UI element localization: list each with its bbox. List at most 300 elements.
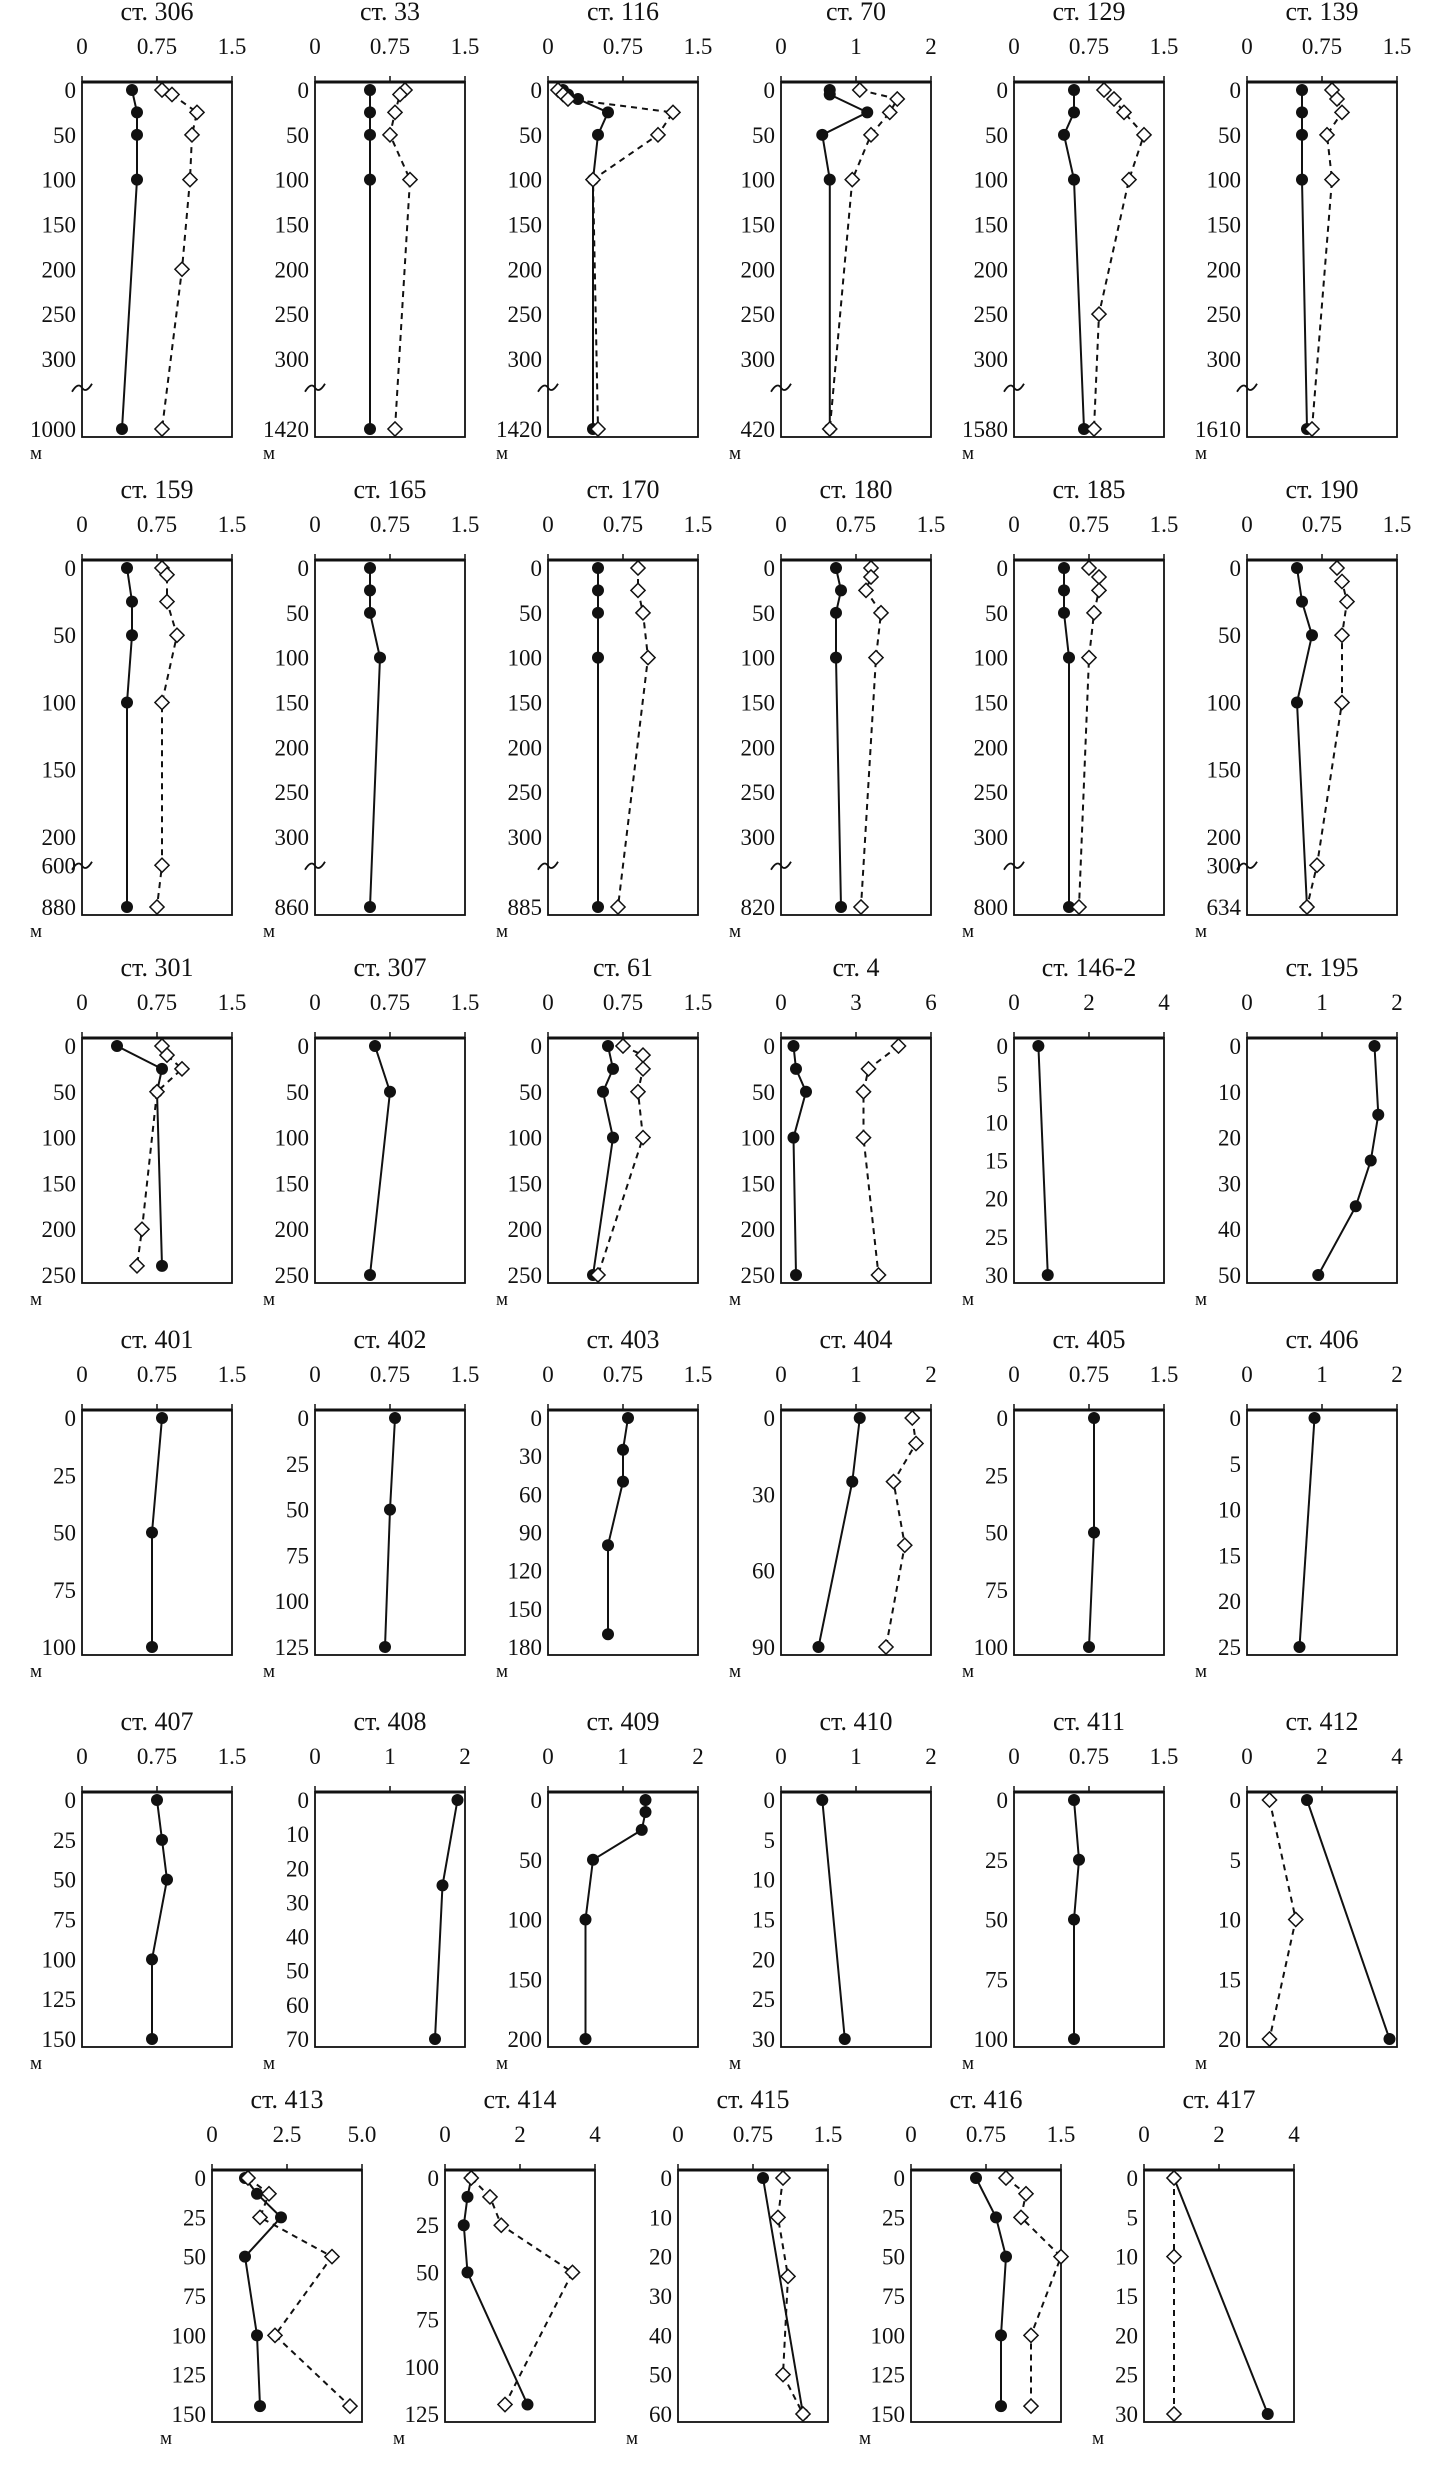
x-tick-label: 0 xyxy=(775,1744,787,1769)
y-unit-label: м xyxy=(263,1289,276,1310)
y-tick-label: 25 xyxy=(416,2213,439,2239)
station-chart xyxy=(711,953,971,1323)
filled-circle-point xyxy=(830,562,842,574)
y-tick-label: 250 xyxy=(740,302,775,328)
y-tick-label: 15 xyxy=(1218,1543,1241,1569)
open-diamond-point xyxy=(905,1411,919,1425)
x-tick-label: 0.75 xyxy=(732,2122,774,2147)
x-tick-label: 0 xyxy=(76,1362,88,1387)
y-tick-label: 0 xyxy=(763,78,775,103)
filled-circle-point xyxy=(1372,1109,1384,1121)
y-tick-label: 634 xyxy=(1206,895,1241,920)
open-diamond-point xyxy=(641,651,655,665)
y-tick-label: 0 xyxy=(297,78,309,103)
y-tick-label: 0 xyxy=(194,2166,206,2191)
open-diamond-point xyxy=(845,173,859,187)
open-diamond-point xyxy=(1097,83,1111,97)
y-tick-label: 200 xyxy=(274,735,309,761)
filled-circle-point xyxy=(364,84,376,96)
x-tick-label: 0 xyxy=(309,990,321,1015)
open-diamond-point xyxy=(383,128,397,142)
dashed-series-line xyxy=(598,1046,643,1275)
chart-title: ст. 61 xyxy=(593,953,653,982)
chart-title: ст. 413 xyxy=(250,2085,324,2114)
chart-title: ст. 185 xyxy=(1052,475,1126,504)
x-tick-label: 0 xyxy=(775,1362,787,1387)
open-diamond-point xyxy=(403,173,417,187)
filled-circle-point xyxy=(111,1040,123,1052)
station-chart xyxy=(245,953,505,1323)
y-tick-label: 125 xyxy=(870,2362,905,2388)
y-tick-label: 50 xyxy=(1218,122,1241,148)
x-tick-label: 0.75 xyxy=(369,1362,411,1387)
open-diamond-point xyxy=(1082,651,1096,665)
open-diamond-point xyxy=(856,1131,870,1145)
y-tick-label: 100 xyxy=(1206,690,1241,716)
open-diamond-point xyxy=(1019,2187,1033,2201)
dashed-series-line xyxy=(390,90,410,429)
y-tick-label: 300 xyxy=(41,346,76,372)
station-chart-svg xyxy=(245,475,505,950)
y-unit-label: м xyxy=(30,1661,43,1682)
x-tick-label: 1.5 xyxy=(683,990,713,1015)
station-chart-svg xyxy=(1177,2,1437,472)
x-tick-label: 1.5 xyxy=(450,512,480,537)
open-diamond-point xyxy=(1137,128,1151,142)
open-diamond-point xyxy=(631,1085,645,1099)
solid-series-line xyxy=(563,90,608,429)
y-tick-label: 50 xyxy=(53,1079,76,1105)
y-unit-label: м xyxy=(729,921,742,942)
y-tick-label: 100 xyxy=(973,167,1008,193)
y-tick-label: 5 xyxy=(763,1827,775,1853)
y-unit-label: м xyxy=(1195,1661,1208,1682)
y-tick-label: 25 xyxy=(752,1987,775,2013)
filled-circle-point xyxy=(587,1854,599,1866)
y-tick-label: 100 xyxy=(740,167,775,193)
open-diamond-point xyxy=(871,1268,885,1282)
y-unit-label: м xyxy=(496,1661,509,1682)
x-tick-label: 0.75 xyxy=(602,990,644,1015)
y-tick-label: 10 xyxy=(1218,1079,1241,1105)
filled-circle-point xyxy=(800,1086,812,1098)
open-diamond-point xyxy=(586,173,600,187)
plot-frame xyxy=(1014,1038,1164,1283)
station-chart-svg xyxy=(944,2,1204,472)
station-chart xyxy=(711,1325,971,1695)
y-tick-label: 50 xyxy=(286,600,309,626)
filled-circle-point xyxy=(126,629,138,641)
x-tick-label: 0 xyxy=(1241,990,1253,1015)
y-tick-label: 100 xyxy=(274,167,309,193)
x-tick-label: 2 xyxy=(1391,990,1403,1015)
open-diamond-point xyxy=(155,422,169,436)
y-tick-label: 75 xyxy=(53,1577,76,1603)
plot-frame xyxy=(445,2170,595,2422)
filled-circle-point xyxy=(1073,1854,1085,1866)
x-tick-label: 0 xyxy=(775,512,787,537)
y-tick-label: 50 xyxy=(519,122,542,148)
y-unit-label: м xyxy=(729,1289,742,1310)
x-tick-label: 0 xyxy=(309,512,321,537)
y-tick-label: 200 xyxy=(41,1217,76,1243)
y-tick-label: 25 xyxy=(286,1451,309,1477)
plot-frame xyxy=(1144,2170,1294,2422)
open-diamond-point xyxy=(1335,628,1349,642)
open-diamond-point xyxy=(1024,2399,1038,2413)
filled-circle-point xyxy=(757,2172,769,2184)
x-tick-label: 0 xyxy=(775,34,787,59)
station-chart-svg xyxy=(12,475,272,950)
filled-circle-point xyxy=(861,106,873,118)
y-tick-label: 150 xyxy=(1206,757,1241,783)
y-unit-label: м xyxy=(30,443,43,464)
y-tick-label: 200 xyxy=(274,1217,309,1243)
x-tick-label: 1.5 xyxy=(1046,2122,1076,2147)
open-diamond-point xyxy=(636,1131,650,1145)
x-tick-label: 2 xyxy=(692,1744,704,1769)
x-tick-label: 1.5 xyxy=(450,1362,480,1387)
filled-circle-point xyxy=(854,1412,866,1424)
plot-frame xyxy=(82,560,232,915)
open-diamond-point xyxy=(1092,570,1106,584)
y-tick-label: 20 xyxy=(985,1186,1008,1212)
filled-circle-point xyxy=(607,1063,619,1075)
station-chart-svg xyxy=(711,1325,971,1690)
open-diamond-point xyxy=(1072,900,1086,914)
filled-circle-point xyxy=(1291,562,1303,574)
dashed-series-line xyxy=(886,1418,916,1647)
filled-circle-point xyxy=(364,607,376,619)
x-tick-label: 1.5 xyxy=(683,1362,713,1387)
y-tick-label: 100 xyxy=(973,645,1008,671)
x-tick-label: 2.5 xyxy=(272,2122,302,2147)
y-unit-label: м xyxy=(626,2428,639,2449)
filled-circle-point xyxy=(369,1040,381,1052)
station-chart xyxy=(12,1707,272,2087)
y-tick-label: 250 xyxy=(973,780,1008,806)
filled-circle-point xyxy=(146,1527,158,1539)
y-tick-label: 50 xyxy=(752,122,775,148)
open-diamond-point xyxy=(651,128,665,142)
plot-frame xyxy=(82,82,232,437)
filled-circle-point xyxy=(364,1269,376,1281)
y-tick-label: 100 xyxy=(507,645,542,671)
filled-circle-point xyxy=(1365,1155,1377,1167)
open-diamond-point xyxy=(494,2218,508,2232)
y-tick-label: 20 xyxy=(1218,2027,1241,2052)
x-tick-label: 4 xyxy=(1391,1744,1403,1769)
x-tick-label: 0 xyxy=(1241,1744,1253,1769)
station-chart-svg xyxy=(608,2085,868,2457)
y-tick-label: 75 xyxy=(183,2284,206,2309)
y-tick-label: 40 xyxy=(649,2323,672,2349)
dashed-series-line xyxy=(861,568,881,907)
open-diamond-point xyxy=(155,858,169,872)
y-tick-label: 860 xyxy=(274,895,309,920)
y-tick-label: 25 xyxy=(183,2205,206,2231)
x-tick-label: 1.5 xyxy=(683,512,713,537)
y-tick-label: 50 xyxy=(985,600,1008,626)
chart-title: ст. 412 xyxy=(1285,1707,1359,1736)
y-unit-label: м xyxy=(1195,2053,1208,2074)
station-chart xyxy=(711,475,971,955)
filled-circle-point xyxy=(580,1914,592,1926)
filled-circle-point xyxy=(364,174,376,186)
station-chart xyxy=(1177,2,1437,477)
y-tick-label: 50 xyxy=(649,2362,672,2388)
chart-title: ст. 401 xyxy=(120,1325,194,1354)
y-unit-label: м xyxy=(263,2053,276,2074)
y-tick-label: 0 xyxy=(64,1406,76,1431)
y-tick-label: 20 xyxy=(1115,2323,1138,2349)
y-tick-label: 0 xyxy=(530,1788,542,1813)
filled-circle-point xyxy=(830,607,842,619)
x-tick-label: 0 xyxy=(1008,34,1020,59)
station-chart-svg xyxy=(944,953,1204,1318)
y-tick-label: 250 xyxy=(274,302,309,328)
y-tick-label: 200 xyxy=(274,257,309,283)
chart-title: ст. 307 xyxy=(353,953,427,982)
filled-circle-point xyxy=(1058,607,1070,619)
chart-title: ст. 415 xyxy=(716,2085,790,2114)
plot-frame xyxy=(82,1038,232,1283)
filled-circle-point xyxy=(995,2400,1007,2412)
open-diamond-point xyxy=(1122,173,1136,187)
y-tick-label: 300 xyxy=(973,824,1008,850)
station-chart xyxy=(478,1325,738,1695)
dashed-series-line xyxy=(248,2178,350,2406)
station-chart-svg xyxy=(944,475,1204,950)
filled-circle-point xyxy=(816,129,828,141)
filled-circle-point xyxy=(121,901,133,913)
station-chart xyxy=(245,1707,505,2087)
x-tick-label: 4 xyxy=(1288,2122,1300,2147)
open-diamond-point xyxy=(781,2269,795,2283)
y-tick-label: 0 xyxy=(297,556,309,581)
y-tick-label: 75 xyxy=(53,1907,76,1933)
y-tick-label: 30 xyxy=(1115,2402,1138,2427)
filled-circle-point xyxy=(458,2219,470,2231)
y-tick-label: 75 xyxy=(985,1577,1008,1603)
solid-series-line xyxy=(370,568,380,907)
open-diamond-point xyxy=(1167,2250,1181,2264)
station-chart xyxy=(478,953,738,1323)
x-tick-label: 0 xyxy=(76,990,88,1015)
open-diamond-point xyxy=(631,561,645,575)
x-tick-label: 1 xyxy=(1316,990,1328,1015)
x-tick-label: 0 xyxy=(439,2122,451,2147)
y-tick-label: 100 xyxy=(274,1589,309,1615)
solid-series-line xyxy=(1300,1418,1315,1647)
open-diamond-point xyxy=(898,1538,912,1552)
y-tick-label: 0 xyxy=(530,78,542,103)
x-tick-label: 1 xyxy=(850,1362,862,1387)
y-tick-label: 50 xyxy=(286,1958,309,1984)
open-diamond-point xyxy=(864,128,878,142)
filled-circle-point xyxy=(592,652,604,664)
y-tick-label: 100 xyxy=(41,1125,76,1151)
open-diamond-point xyxy=(1092,307,1106,321)
open-diamond-point xyxy=(150,900,164,914)
filled-circle-point xyxy=(835,901,847,913)
filled-circle-point xyxy=(389,1412,401,1424)
y-tick-label: 125 xyxy=(404,2402,439,2427)
solid-series-line xyxy=(794,1046,807,1275)
filled-circle-point xyxy=(126,84,138,96)
y-unit-label: м xyxy=(962,2053,975,2074)
y-tick-label: 60 xyxy=(286,1992,309,2018)
open-diamond-point xyxy=(498,2397,512,2411)
filled-circle-point xyxy=(462,2266,474,2278)
filled-circle-point xyxy=(617,1444,629,1456)
y-unit-label: м xyxy=(962,1661,975,1682)
y-tick-label: 50 xyxy=(985,122,1008,148)
open-diamond-point xyxy=(1300,900,1314,914)
x-tick-label: 1.5 xyxy=(450,990,480,1015)
open-diamond-point xyxy=(776,2171,790,2185)
x-tick-label: 0 xyxy=(309,34,321,59)
open-diamond-point xyxy=(1335,105,1349,119)
y-tick-label: 300 xyxy=(740,346,775,372)
y-tick-label: 200 xyxy=(740,257,775,283)
chart-title: ст. 165 xyxy=(353,475,427,504)
open-diamond-point xyxy=(1087,422,1101,436)
station-chart xyxy=(245,475,505,955)
x-tick-label: 0.75 xyxy=(136,512,178,537)
y-tick-label: 150 xyxy=(740,1171,775,1197)
open-diamond-point xyxy=(999,2171,1013,2185)
filled-circle-point xyxy=(788,1132,800,1144)
filled-circle-point xyxy=(1350,1200,1362,1212)
y-tick-label: 100 xyxy=(171,2323,206,2349)
open-diamond-point xyxy=(1082,561,1096,575)
filled-circle-point xyxy=(1309,1412,1321,1424)
filled-circle-point xyxy=(597,1086,609,1098)
y-tick-label: 150 xyxy=(41,212,76,238)
open-diamond-point xyxy=(155,695,169,709)
filled-circle-point xyxy=(275,2211,287,2223)
open-diamond-point xyxy=(325,2250,339,2264)
filled-circle-point xyxy=(592,607,604,619)
open-diamond-point xyxy=(1262,2032,1276,2046)
station-chart-svg xyxy=(245,1325,505,1690)
station-chart xyxy=(142,2085,402,2462)
y-tick-label: 30 xyxy=(286,1890,309,1916)
filled-circle-point xyxy=(429,2033,441,2045)
station-chart xyxy=(944,953,1204,1323)
x-tick-label: 2 xyxy=(1316,1744,1328,1769)
dashed-series-line xyxy=(471,2178,572,2405)
y-unit-label: м xyxy=(30,1289,43,1310)
open-diamond-point xyxy=(666,105,680,119)
filled-circle-point xyxy=(995,2329,1007,2341)
x-tick-label: 1.5 xyxy=(1149,1744,1179,1769)
filled-circle-point xyxy=(970,2172,982,2184)
y-tick-label: 20 xyxy=(286,1856,309,1882)
plot-frame xyxy=(781,1792,931,2047)
y-tick-label: 25 xyxy=(1218,1635,1241,1660)
y-tick-label: 50 xyxy=(985,1520,1008,1546)
plot-frame xyxy=(781,1038,931,1283)
open-diamond-point xyxy=(890,92,904,106)
y-tick-label: 50 xyxy=(752,600,775,626)
open-diamond-point xyxy=(185,128,199,142)
filled-circle-point xyxy=(156,1260,168,1272)
x-tick-label: 0.75 xyxy=(965,2122,1007,2147)
filled-circle-point xyxy=(1068,2033,1080,2045)
y-unit-label: м xyxy=(859,2428,872,2449)
filled-circle-point xyxy=(156,1063,168,1075)
open-diamond-point xyxy=(1310,858,1324,872)
chart-title: ст. 411 xyxy=(1053,1707,1125,1736)
plot-frame xyxy=(548,560,698,915)
x-tick-label: 0 xyxy=(542,512,554,537)
station-chart-svg xyxy=(1177,1325,1437,1690)
chart-title: ст. 416 xyxy=(949,2085,1023,2114)
filled-circle-point xyxy=(1068,1914,1080,1926)
y-tick-label: 800 xyxy=(973,895,1008,920)
filled-circle-point xyxy=(1068,84,1080,96)
y-tick-label: 50 xyxy=(519,1079,542,1105)
filled-circle-point xyxy=(1042,1269,1054,1281)
open-diamond-point xyxy=(636,1062,650,1076)
plot-frame xyxy=(1247,560,1397,915)
open-diamond-point xyxy=(631,583,645,597)
chart-title: ст. 405 xyxy=(1052,1325,1126,1354)
filled-circle-point xyxy=(1296,106,1308,118)
station-chart xyxy=(12,2,272,477)
open-diamond-point xyxy=(869,651,883,665)
y-tick-label: 0 xyxy=(996,556,1008,581)
filled-circle-point xyxy=(251,2329,263,2341)
x-tick-label: 1.5 xyxy=(813,2122,843,2147)
station-chart xyxy=(608,2085,868,2462)
y-unit-label: м xyxy=(496,443,509,464)
chart-title: ст. 417 xyxy=(1182,2085,1256,2114)
x-tick-label: 0.75 xyxy=(136,990,178,1015)
filled-circle-point xyxy=(824,88,836,100)
station-chart xyxy=(1074,2085,1334,2462)
y-tick-label: 0 xyxy=(427,2166,439,2191)
open-diamond-point xyxy=(253,2210,267,2224)
y-unit-label: м xyxy=(393,2428,406,2449)
y-tick-label: 150 xyxy=(740,212,775,238)
chart-title: ст. 190 xyxy=(1285,475,1359,504)
y-tick-label: 125 xyxy=(41,1987,76,2013)
y-tick-label: 0 xyxy=(530,1034,542,1059)
x-tick-label: 1 xyxy=(850,1744,862,1769)
x-tick-label: 0.75 xyxy=(369,34,411,59)
x-tick-label: 0.75 xyxy=(1301,512,1343,537)
x-tick-label: 0 xyxy=(1008,990,1020,1015)
y-tick-label: 15 xyxy=(1115,2284,1138,2309)
y-unit-label: м xyxy=(496,2053,509,2074)
open-diamond-point xyxy=(861,1062,875,1076)
filled-circle-point xyxy=(790,1063,802,1075)
y-tick-label: 120 xyxy=(507,1558,542,1584)
filled-circle-point xyxy=(602,106,614,118)
y-tick-label: 250 xyxy=(41,302,76,328)
y-tick-label: 50 xyxy=(519,1847,542,1873)
y-tick-label: 150 xyxy=(41,757,76,783)
chart-title: ст. 116 xyxy=(587,0,659,26)
plot-frame xyxy=(911,2170,1061,2422)
open-diamond-point xyxy=(1167,2171,1181,2185)
y-tick-label: 50 xyxy=(1218,623,1241,649)
y-tick-label: 300 xyxy=(740,824,775,850)
dashed-series-line xyxy=(1006,2178,1061,2406)
